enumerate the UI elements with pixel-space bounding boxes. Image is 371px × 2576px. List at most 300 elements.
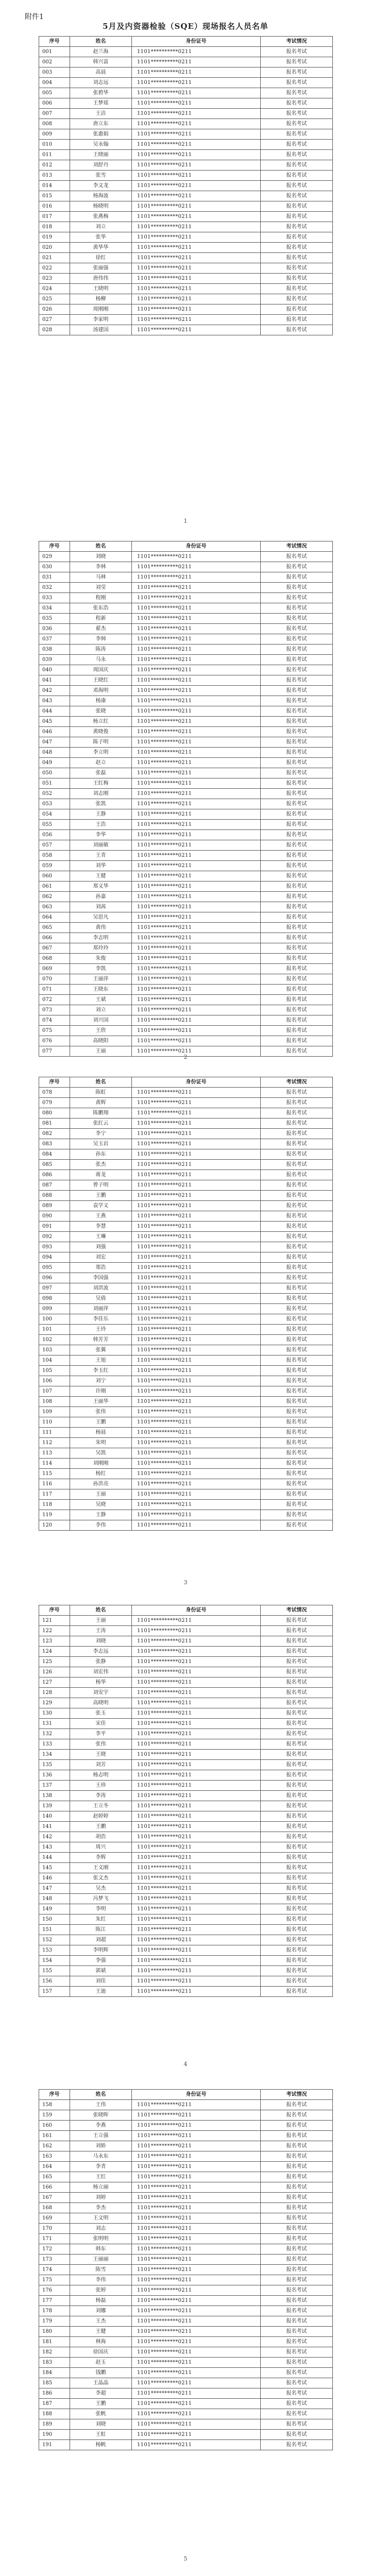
- table-row: [39, 1397, 333, 1407]
- table-row: [39, 1894, 333, 1904]
- cell-id: 1101**********0211: [132, 2316, 261, 2327]
- cell-name: 冯梦飞: [70, 1894, 132, 1904]
- table-row: [39, 1386, 333, 1397]
- cell-status: 报名考试: [261, 284, 333, 294]
- cell-name: 张燕梅: [70, 212, 132, 222]
- table-row: [39, 758, 333, 768]
- cell-name: 韩兴富: [70, 57, 132, 67]
- cell-status: 报名考试: [261, 1987, 333, 1997]
- cell-name: 张文杰: [70, 1873, 132, 1884]
- cell-id: 1101**********0211: [132, 1098, 261, 1108]
- cell-name: 韩东: [70, 2244, 132, 2255]
- page-number: 5: [183, 2555, 188, 2562]
- cell-id: 1101**********0211: [132, 706, 261, 717]
- cell-name: 刘茜: [70, 902, 132, 912]
- cell-no: 098: [39, 1294, 70, 1304]
- cell-status: 报名考试: [261, 717, 333, 727]
- cell-id: 1101**********0211: [132, 1139, 261, 1149]
- cell-no: 032: [39, 583, 70, 593]
- table-row: [39, 2224, 333, 2234]
- cell-status: 报名考试: [261, 1046, 333, 1057]
- cell-status: 报名考试: [261, 294, 333, 304]
- cell-name: 王丽: [70, 1046, 132, 1057]
- cell-no: 020: [39, 243, 70, 253]
- table-row: [39, 1842, 333, 1853]
- cell-id: 1101**********0211: [132, 1647, 261, 1657]
- cell-id: 1101**********0211: [132, 614, 261, 624]
- cell-no: 121: [39, 1616, 70, 1626]
- cell-name: 王鹏: [70, 1191, 132, 1201]
- table-row: [39, 1489, 333, 1500]
- cell-id: 1101**********0211: [132, 140, 261, 150]
- cell-status: 报名考试: [261, 748, 333, 758]
- cell-id: 1101**********0211: [132, 1397, 261, 1407]
- cell-no: 010: [39, 140, 70, 150]
- cell-no: 190: [39, 2430, 70, 2440]
- table-row: [39, 2316, 333, 2327]
- cell-status: 报名考试: [261, 696, 333, 706]
- cell-status: 报名考试: [261, 78, 333, 88]
- cell-status: 报名考试: [261, 995, 333, 1005]
- cell-name: 宋佳: [70, 1719, 132, 1729]
- cell-no: 109: [39, 1407, 70, 1417]
- cell-no: 024: [39, 284, 70, 294]
- cell-name: 李杰: [70, 2203, 132, 2213]
- table-row: [39, 171, 333, 181]
- table-row: [39, 1448, 333, 1459]
- cell-name: 张碧华: [70, 88, 132, 98]
- cell-status: 报名考试: [261, 614, 333, 624]
- cell-id: 1101**********0211: [132, 1386, 261, 1397]
- cell-id: 1101**********0211: [132, 1832, 261, 1842]
- cell-name: 刘志刚: [70, 789, 132, 799]
- cell-no: 107: [39, 1386, 70, 1397]
- table-row: [39, 191, 333, 201]
- cell-no: 094: [39, 1252, 70, 1263]
- cell-id: 1101**********0211: [132, 624, 261, 634]
- cell-status: 报名考试: [261, 1873, 333, 1884]
- cell-status: 报名考试: [261, 2430, 333, 2440]
- cell-no: 052: [39, 789, 70, 799]
- cell-status: 报名考试: [261, 1098, 333, 1108]
- cell-status: 报名考试: [261, 1510, 333, 1520]
- table-row: [39, 954, 333, 964]
- cell-no: 068: [39, 954, 70, 964]
- cell-status: 报名考试: [261, 1386, 333, 1397]
- cell-status: 报名考试: [261, 552, 333, 562]
- cell-no: 112: [39, 1438, 70, 1448]
- table-row: [39, 1304, 333, 1314]
- cell-status: 报名考试: [261, 2182, 333, 2193]
- cell-no: 018: [39, 222, 70, 232]
- cell-no: 095: [39, 1263, 70, 1273]
- cell-no: 103: [39, 1345, 70, 1355]
- cell-status: 报名考试: [261, 1376, 333, 1386]
- cell-no: 125: [39, 1657, 70, 1667]
- cell-name: 杨晓明: [70, 201, 132, 212]
- table-row: [39, 1760, 333, 1770]
- table-row: [39, 2162, 333, 2172]
- cell-name: 张伟: [70, 1407, 132, 1417]
- cell-no: 150: [39, 1914, 70, 1925]
- cell-id: 1101**********0211: [132, 325, 261, 335]
- cell-id: 1101**********0211: [132, 57, 261, 67]
- cell-status: 报名考试: [261, 67, 333, 78]
- cell-id: 1101**********0211: [132, 201, 261, 212]
- cell-name: 张惠娟: [70, 129, 132, 140]
- table-row: [39, 1987, 333, 1997]
- table-row: [39, 47, 333, 57]
- cell-no: 013: [39, 171, 70, 181]
- cell-status: 报名考试: [261, 1222, 333, 1232]
- cell-no: 151: [39, 1925, 70, 1935]
- table-row: [39, 1520, 333, 1531]
- cell-status: 报名考试: [261, 1438, 333, 1448]
- cell-name: 王鹏: [70, 1822, 132, 1832]
- table-row: [39, 562, 333, 572]
- header-id: 身份证号: [132, 1605, 261, 1616]
- table-row: [39, 1252, 333, 1263]
- cell-no: 163: [39, 2151, 70, 2162]
- cell-no: 127: [39, 1677, 70, 1688]
- table-row: [39, 2100, 333, 2110]
- table-row: [39, 778, 333, 789]
- table-row: [39, 2368, 333, 2378]
- cell-name: 李玉红: [70, 1366, 132, 1376]
- cell-status: 报名考试: [261, 274, 333, 284]
- cell-name: 李伟: [70, 1520, 132, 1531]
- cell-name: 刘丽敏: [70, 840, 132, 851]
- cell-status: 报名考试: [261, 1520, 333, 1531]
- table-row: [39, 830, 333, 840]
- cell-id: 1101**********0211: [132, 2296, 261, 2306]
- table-row: [39, 985, 333, 995]
- cell-no: 186: [39, 2388, 70, 2399]
- cell-id: 1101**********0211: [132, 1781, 261, 1791]
- cell-id: 1101**********0211: [132, 1739, 261, 1750]
- cell-id: 1101**********0211: [132, 1407, 261, 1417]
- cell-id: 1101**********0211: [132, 665, 261, 675]
- cell-status: 报名考试: [261, 1698, 333, 1708]
- cell-status: 报名考试: [261, 634, 333, 645]
- table-row: [39, 696, 333, 706]
- cell-id: 1101**********0211: [132, 603, 261, 614]
- cell-no: 087: [39, 1180, 70, 1191]
- cell-id: 1101**********0211: [132, 98, 261, 109]
- cell-id: 1101**********0211: [132, 2388, 261, 2399]
- cell-status: 报名考试: [261, 1304, 333, 1314]
- cell-no: 168: [39, 2203, 70, 2213]
- cell-id: 1101**********0211: [132, 243, 261, 253]
- cell-no: 055: [39, 820, 70, 830]
- cell-name: 王燕: [70, 1211, 132, 1222]
- cell-no: 030: [39, 562, 70, 572]
- cell-status: 报名考试: [261, 1273, 333, 1283]
- cell-no: 176: [39, 2285, 70, 2296]
- table-row: [39, 2430, 333, 2440]
- cell-no: 045: [39, 717, 70, 727]
- cell-status: 报名考试: [261, 912, 333, 923]
- cell-no: 062: [39, 892, 70, 902]
- table-row: [39, 1005, 333, 1015]
- table-row: [39, 1232, 333, 1242]
- cell-status: 报名考试: [261, 562, 333, 572]
- table-row: [39, 1036, 333, 1046]
- cell-status: 报名考试: [261, 1935, 333, 1945]
- cell-id: 1101**********0211: [132, 675, 261, 686]
- cell-id: 1101**********0211: [132, 2399, 261, 2409]
- table-row: [39, 1739, 333, 1750]
- cell-id: 1101**********0211: [132, 974, 261, 985]
- cell-name: 王晓东: [70, 985, 132, 995]
- table-header-row: [39, 37, 333, 47]
- cell-status: 报名考试: [261, 1657, 333, 1667]
- table-row: [39, 995, 333, 1005]
- cell-status: 报名考试: [261, 263, 333, 274]
- cell-name: 曾子明: [70, 1180, 132, 1191]
- cell-id: 1101**********0211: [132, 2172, 261, 2182]
- cell-status: 报名考试: [261, 2285, 333, 2296]
- cell-status: 报名考试: [261, 222, 333, 232]
- cell-status: 报名考试: [261, 1811, 333, 1822]
- cell-no: 076: [39, 1036, 70, 1046]
- cell-status: 报名考试: [261, 2213, 333, 2224]
- cell-name: 刘晓: [70, 1636, 132, 1647]
- page-number: 1: [183, 518, 188, 524]
- cell-status: 报名考试: [261, 1469, 333, 1479]
- cell-status: 报名考试: [261, 2162, 333, 2172]
- cell-id: 1101**********0211: [132, 2265, 261, 2275]
- cell-name: 杨晨: [70, 1428, 132, 1438]
- cell-no: 060: [39, 871, 70, 882]
- cell-name: 王晓明: [70, 284, 132, 294]
- page-number: 4: [183, 2061, 188, 2067]
- table-row: [39, 2193, 333, 2203]
- cell-no: 096: [39, 1273, 70, 1283]
- cell-no: 134: [39, 1750, 70, 1760]
- cell-name: 张凯: [70, 799, 132, 809]
- cell-status: 报名考试: [261, 2358, 333, 2368]
- cell-status: 报名考试: [261, 1211, 333, 1222]
- cell-name: 王珍: [70, 1781, 132, 1791]
- cell-id: 1101**********0211: [132, 1170, 261, 1180]
- table-row: [39, 2255, 333, 2265]
- cell-id: 1101**********0211: [132, 232, 261, 243]
- cell-no: 145: [39, 1863, 70, 1873]
- cell-id: 1101**********0211: [132, 304, 261, 315]
- cell-id: 1101**********0211: [132, 2193, 261, 2203]
- cell-id: 1101**********0211: [132, 1088, 261, 1098]
- header-no: 序号: [39, 1077, 70, 1088]
- cell-name: 李涛: [70, 1791, 132, 1801]
- cell-name: 王丽: [70, 1489, 132, 1500]
- cell-no: 154: [39, 1956, 70, 1966]
- cell-status: 报名考试: [261, 2121, 333, 2131]
- table-row: [39, 871, 333, 882]
- cell-no: 093: [39, 1242, 70, 1252]
- cell-status: 报名考试: [261, 830, 333, 840]
- cell-id: 1101**********0211: [132, 2378, 261, 2388]
- table-row: [39, 263, 333, 274]
- cell-status: 报名考试: [261, 1853, 333, 1863]
- cell-id: 1101**********0211: [132, 1956, 261, 1966]
- cell-status: 报名考试: [261, 861, 333, 871]
- cell-id: 1101**********0211: [132, 2182, 261, 2193]
- table-row: [39, 1925, 333, 1935]
- cell-id: 1101**********0211: [132, 789, 261, 799]
- header-id: 身份证号: [132, 1077, 261, 1088]
- cell-id: 1101**********0211: [132, 1108, 261, 1118]
- cell-id: 1101**********0211: [132, 119, 261, 129]
- cell-id: 1101**********0211: [132, 150, 261, 160]
- cell-status: 报名考试: [261, 1894, 333, 1904]
- cell-status: 报名考试: [261, 109, 333, 119]
- table-row: [39, 2234, 333, 2244]
- cell-id: 1101**********0211: [132, 830, 261, 840]
- cell-id: 1101**********0211: [132, 2110, 261, 2121]
- cell-name: 邓海明: [70, 686, 132, 696]
- cell-status: 报名考试: [261, 1636, 333, 1647]
- table-row: [39, 614, 333, 624]
- cell-no: 113: [39, 1448, 70, 1459]
- cell-no: 019: [39, 232, 70, 243]
- cell-name: 王丽丽: [70, 2255, 132, 2265]
- cell-status: 报名考试: [261, 655, 333, 665]
- header-status: 考试情况: [261, 37, 333, 47]
- cell-name: 李立明: [70, 748, 132, 758]
- header-name: 姓名: [70, 1077, 132, 1088]
- table-row: [39, 1500, 333, 1510]
- table-row: [39, 1616, 333, 1626]
- cell-name: 程刚: [70, 593, 132, 603]
- cell-no: 157: [39, 1987, 70, 1997]
- cell-status: 报名考试: [261, 1180, 333, 1191]
- cell-status: 报名考试: [261, 1417, 333, 1428]
- cell-id: 1101**********0211: [132, 943, 261, 954]
- cell-no: 016: [39, 201, 70, 212]
- cell-id: 1101**********0211: [132, 47, 261, 57]
- cell-status: 报名考试: [261, 1108, 333, 1118]
- cell-no: 074: [39, 1015, 70, 1026]
- cell-status: 报名考试: [261, 882, 333, 892]
- cell-no: 155: [39, 1966, 70, 1976]
- table-row: [39, 2306, 333, 2316]
- cell-status: 报名考试: [261, 943, 333, 954]
- cell-id: 1101**********0211: [132, 1417, 261, 1428]
- page-number: 2: [183, 1054, 188, 1060]
- cell-name: 林海: [70, 2337, 132, 2347]
- cell-no: 116: [39, 1479, 70, 1489]
- table-row: [39, 67, 333, 78]
- cell-name: 黄晓俊: [70, 727, 132, 737]
- cell-no: 166: [39, 2182, 70, 2193]
- cell-status: 报名考试: [261, 2234, 333, 2244]
- cell-status: 报名考试: [261, 2347, 333, 2358]
- table-row: [39, 294, 333, 304]
- cell-name: 王静: [70, 809, 132, 820]
- cell-no: 031: [39, 572, 70, 583]
- cell-name: 杨磊: [70, 2296, 132, 2306]
- cell-name: 朱红: [70, 1914, 132, 1925]
- cell-id: 1101**********0211: [132, 1801, 261, 1811]
- table-row: [39, 181, 333, 191]
- cell-id: 1101**********0211: [132, 1325, 261, 1335]
- cell-status: 报名考试: [261, 1925, 333, 1935]
- cell-id: 1101**********0211: [132, 1842, 261, 1853]
- cell-name: 杨红: [70, 1469, 132, 1479]
- cell-id: 1101**********0211: [132, 88, 261, 98]
- cell-name: 李华: [70, 830, 132, 840]
- cell-id: 1101**********0211: [132, 696, 261, 706]
- cell-id: 1101**********0211: [132, 1677, 261, 1688]
- cell-status: 报名考试: [261, 799, 333, 809]
- cell-no: 023: [39, 274, 70, 284]
- cell-status: 报名考试: [261, 789, 333, 799]
- cell-no: 064: [39, 912, 70, 923]
- table-row: [39, 1335, 333, 1345]
- table-row: [39, 1160, 333, 1170]
- cell-name: 高晓明: [70, 1698, 132, 1708]
- table-row: [39, 717, 333, 727]
- cell-name: 张丽强: [70, 263, 132, 274]
- cell-no: 114: [39, 1459, 70, 1469]
- cell-no: 067: [39, 943, 70, 954]
- cell-id: 1101**********0211: [132, 1750, 261, 1760]
- cell-status: 报名考试: [261, 923, 333, 933]
- cell-no: 187: [39, 2399, 70, 2409]
- cell-no: 001: [39, 47, 70, 57]
- table-row: [39, 2213, 333, 2224]
- cell-status: 报名考试: [261, 1863, 333, 1873]
- cell-status: 报名考试: [261, 1647, 333, 1657]
- cell-id: 1101**********0211: [132, 2141, 261, 2151]
- cell-name: 王立冬: [70, 1801, 132, 1811]
- cell-name: 王健: [70, 871, 132, 882]
- cell-status: 报名考试: [261, 1005, 333, 1015]
- table-row: [39, 2131, 333, 2141]
- table-row: [39, 1314, 333, 1325]
- cell-id: 1101**********0211: [132, 1180, 261, 1191]
- table-row: [39, 2347, 333, 2358]
- cell-id: 1101**********0211: [132, 2440, 261, 2450]
- cell-status: 报名考试: [261, 809, 333, 820]
- table-row: [39, 2296, 333, 2306]
- cell-id: 1101**********0211: [132, 2213, 261, 2224]
- table-row: [39, 882, 333, 892]
- cell-no: 119: [39, 1510, 70, 1520]
- header-name: 姓名: [70, 541, 132, 552]
- cell-id: 1101**********0211: [132, 634, 261, 645]
- cell-no: 188: [39, 2409, 70, 2419]
- cell-status: 报名考试: [261, 1945, 333, 1956]
- cell-status: 报名考试: [261, 820, 333, 830]
- cell-id: 1101**********0211: [132, 1698, 261, 1708]
- table-header-row: [39, 541, 333, 552]
- table-row: [39, 243, 333, 253]
- cell-no: 012: [39, 160, 70, 171]
- cell-id: 1101**********0211: [132, 1636, 261, 1647]
- cell-id: 1101**********0211: [132, 717, 261, 727]
- table-row: [39, 1708, 333, 1719]
- table-row: [39, 686, 333, 696]
- cell-status: 报名考试: [261, 315, 333, 325]
- cell-status: 报名考试: [261, 1335, 333, 1345]
- cell-id: 1101**********0211: [132, 129, 261, 140]
- header-id: 身份证号: [132, 37, 261, 47]
- cell-no: 051: [39, 778, 70, 789]
- cell-name: 王青: [70, 851, 132, 861]
- table-row: [39, 253, 333, 263]
